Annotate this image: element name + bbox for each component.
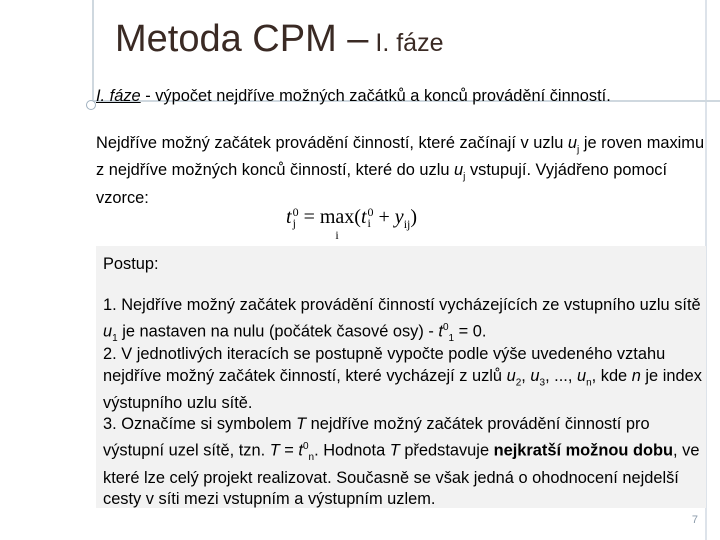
formula-lhs-var: t — [286, 206, 292, 228]
procedure-box — [96, 246, 706, 508]
formula-lhs-sup: 0 — [292, 205, 299, 220]
phase-text: - výpočet nejdříve možných začátků a konců provádění činností. — [140, 87, 611, 105]
formula-t-sup: 0 — [367, 205, 374, 220]
formula-equals: = — [298, 206, 320, 228]
procedure-step-3: 3. Označíme si symbolem T nejdříve možný začátek provádění činností pro výstupní uzel sítě, tzn. $T = t^0_n$. Hodnota T představuje nejkratší možnou dobu, ve které lze celý projekt realizovat. Současně se však jedná o ohodnocení nejdelší cesty v síti mezi vstupním a výstupním uzlem. — [103, 415, 700, 509]
rule-circle-ornament — [86, 100, 96, 110]
title-rule-vertical — [92, 0, 94, 102]
definition-text: vstupují. Vyjádřeno pomocí vzorce: — [96, 161, 668, 207]
procedure-step-2: 2. V jednotlivých iteracích se postupně vypočte podle výše uvedeného vztahu nejdříve možný začátek činností, které vycházejí z uzlů $u_2$, $u_3$, ..., $u_n$, kde n je index výstupního uzlu sítě. — [103, 345, 702, 413]
formula-max-sub: i — [335, 228, 339, 242]
formula-y: y — [394, 206, 404, 228]
definition-text: je roven maximu z nejdříve možných konců činností, které do uzlu — [96, 134, 705, 180]
cpm-formula — [286, 205, 418, 242]
definition-text: Nejdříve možný začátek provádění činností, které začínají v uzlu — [96, 134, 568, 152]
formula-max: max — [319, 206, 355, 228]
formula-t-sub: i — [367, 216, 371, 231]
var-sub: j — [577, 144, 580, 156]
title-main: Metoda CPM – — [115, 18, 369, 60]
var-sub: j — [463, 171, 466, 183]
definition-paragraph — [96, 133, 711, 209]
var-u: u — [567, 134, 578, 152]
formula-paren: ( — [354, 206, 361, 228]
title-sub: I. fáze — [368, 29, 444, 57]
phase-intro — [96, 86, 711, 106]
procedure-heading: Postup: — [103, 255, 159, 273]
phase-label: I. fáze — [96, 87, 141, 105]
formula-paren: ) — [410, 206, 418, 228]
formula-y-sub: ij — [403, 217, 411, 231]
formula-plus: + — [373, 206, 395, 228]
formula-t: t — [360, 206, 367, 228]
var-u: u — [454, 161, 464, 180]
formula-lhs-sub: j — [292, 216, 296, 231]
slide-title — [115, 18, 444, 61]
page-number: 7 — [691, 514, 698, 526]
procedure-step-1: 1. Nejdříve možný začátek provádění činností vycházejících ze vstupního uzlu sítě $u_1$ je nastaven na nulu (počátek časové $osy) - t^0_1 = 0$. — [103, 296, 701, 344]
